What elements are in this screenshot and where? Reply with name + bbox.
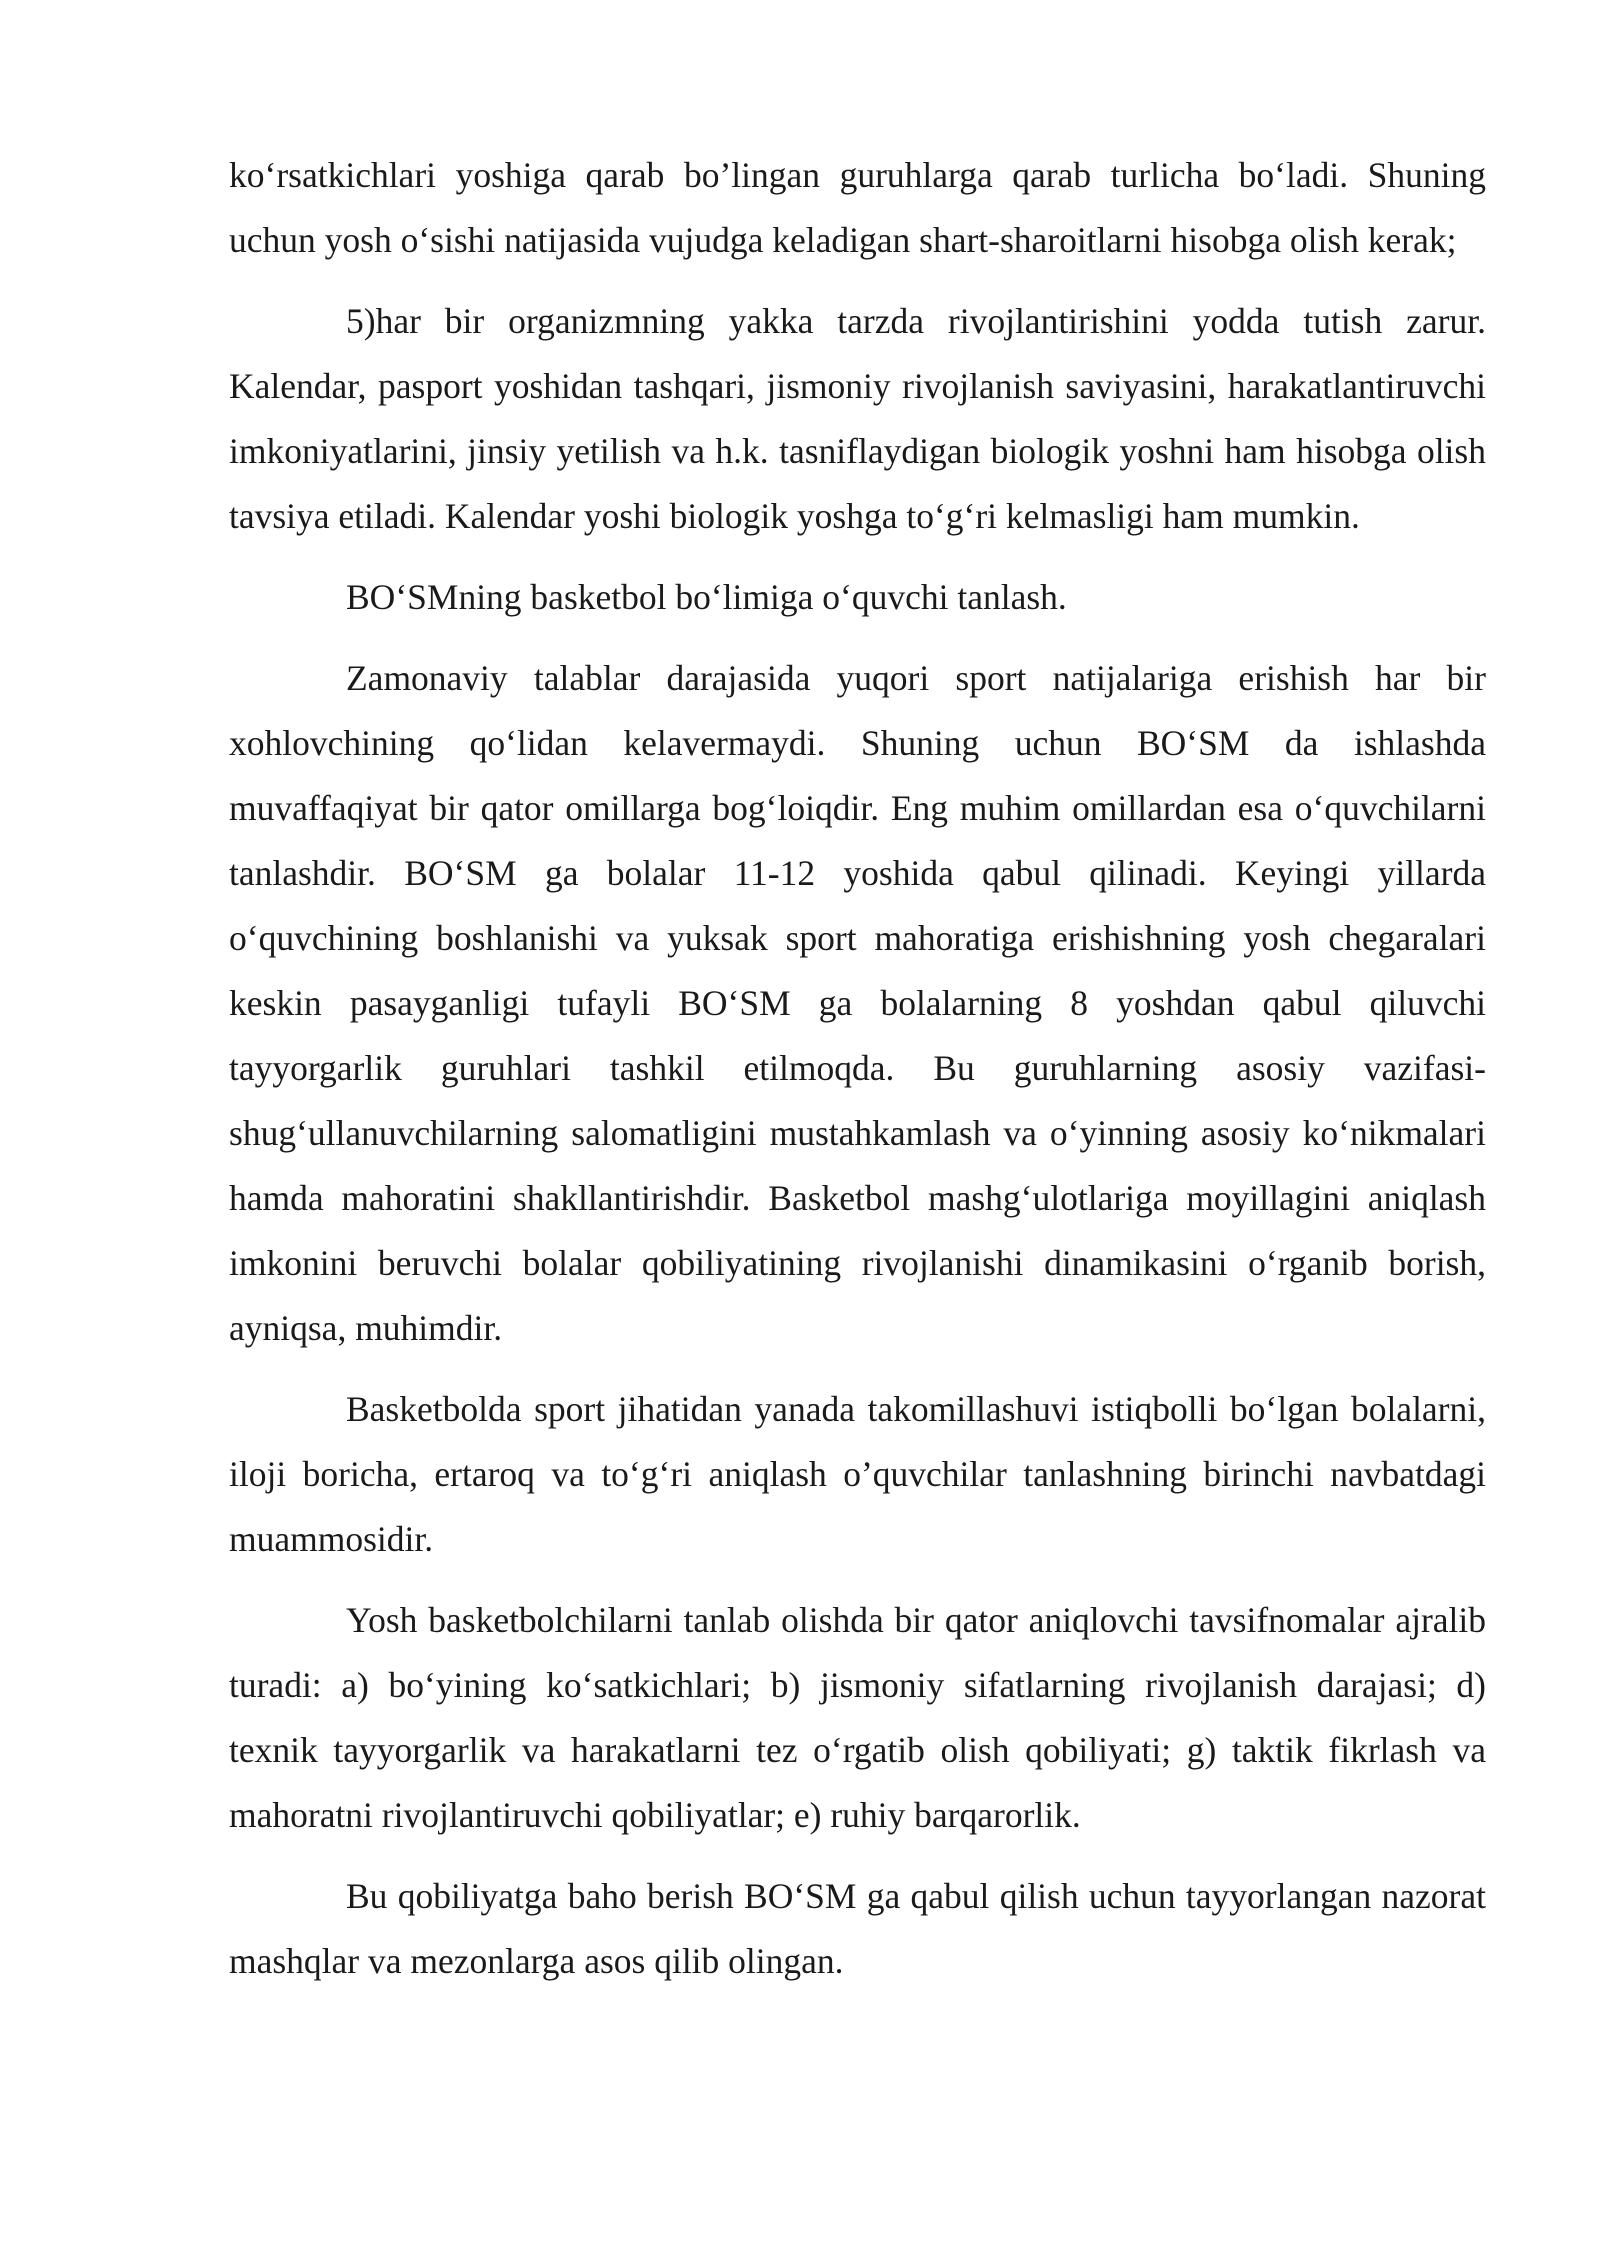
body-text xyxy=(229,143,1486,2010)
paragraph-assessment: Bu qobiliyatga baho berish BO‘SM ga qabul qilish uchun tayyorlangan nazorat mashqlar va mezonlarga asos qilib olingan. xyxy=(229,1876,1486,1981)
section-heading: BO‘SMning basketbol bo‘limiga o‘quvchi tanlash. xyxy=(346,577,1067,617)
paragraph-characteristics: Yosh basketbolchilarni tanlab olishda bir qator aniqlovchi tavsifnomalar ajralib turadi: a) bo‘yining ko‘satkichlari; b) jismoniy sifatlarning rivojlanish darajasi; d) texnik tayyorgarlik va harakatlarni tez o‘rgatib olish qobiliyati; g) taktik fikrlash va mahoratni rivojlantiruvchi qobiliyatlar; e) ruhiy barqarorlik. xyxy=(229,1600,1486,1835)
paragraph-selection-factors: Zamonaviy talablar darajasida yuqori sport natijalariga erishish har bir xohlovchining qo‘lidan kelavermaydi. Shuning uchun BO‘SM da ishlashda muvaffaqiyat bir qator omillarga bog‘loiqdir. Eng muhim omillardan esa o‘quvchilarni tanlashdir. BO‘SM ga bolalar 11-12 yoshida qabul qilinadi. Keyingi yillarda o‘quvchining boshlanishi va yuksak sport mahoratiga erishishning yosh chegaralari keskin pasayganligi tufayli BO‘SM ga bolalarning 8 yoshdan qabul qiluvchi tayyorgarlik guruhlari tashkil etilmoqda. Bu guruhlarning asosiy vazifasi-shug‘ullanuvchilarning salomatligini mustahkamlash va o‘yinning asosiy ko‘nikmalari hamda mahoratini shakllantirishdir. Basketbol mashg‘ulotlariga moyillagini aniqlash imkonini beruvchi bolalar qobiliyatining rivojlanishi dinamikasini o‘rganib borish, ayniqsa, muhimdir. xyxy=(229,658,1486,1348)
paragraph-individual-development: 5)har bir organizmning yakka tarzda rivojlantirishini yodda tutish zarur. Kalendar, pasport yoshidan tashqari, jismoniy rivojlanish saviyasini, harakatlantiruvchi imkoniyatlarini, jinsiy yetilish va h.k. tasniflaydigan biologik yoshni ham hisobga olish tavsiya etiladi. Kalendar yoshi biologik yoshga to‘g‘ri kelmasligi ham mumkin. xyxy=(229,301,1486,536)
paragraph-continuation: ko‘rsatkichlari yoshiga qarab bo’lingan guruhlarga qarab turlicha bo‘ladi. Shuning uchun yosh o‘sishi natijasida vujudga keladigan shart-sharoitlarni hisobga olish kerak; xyxy=(229,155,1486,260)
paragraph-early-identification: Basketbolda sport jihatidan yanada takomillashuvi istiqbolli bo‘lgan bolalarni, iloji boricha, ertaroq va to‘g‘ri aniqlash o’quvchilar tanlashning birinchi navbatdagi muammosidir. xyxy=(229,1389,1486,1559)
